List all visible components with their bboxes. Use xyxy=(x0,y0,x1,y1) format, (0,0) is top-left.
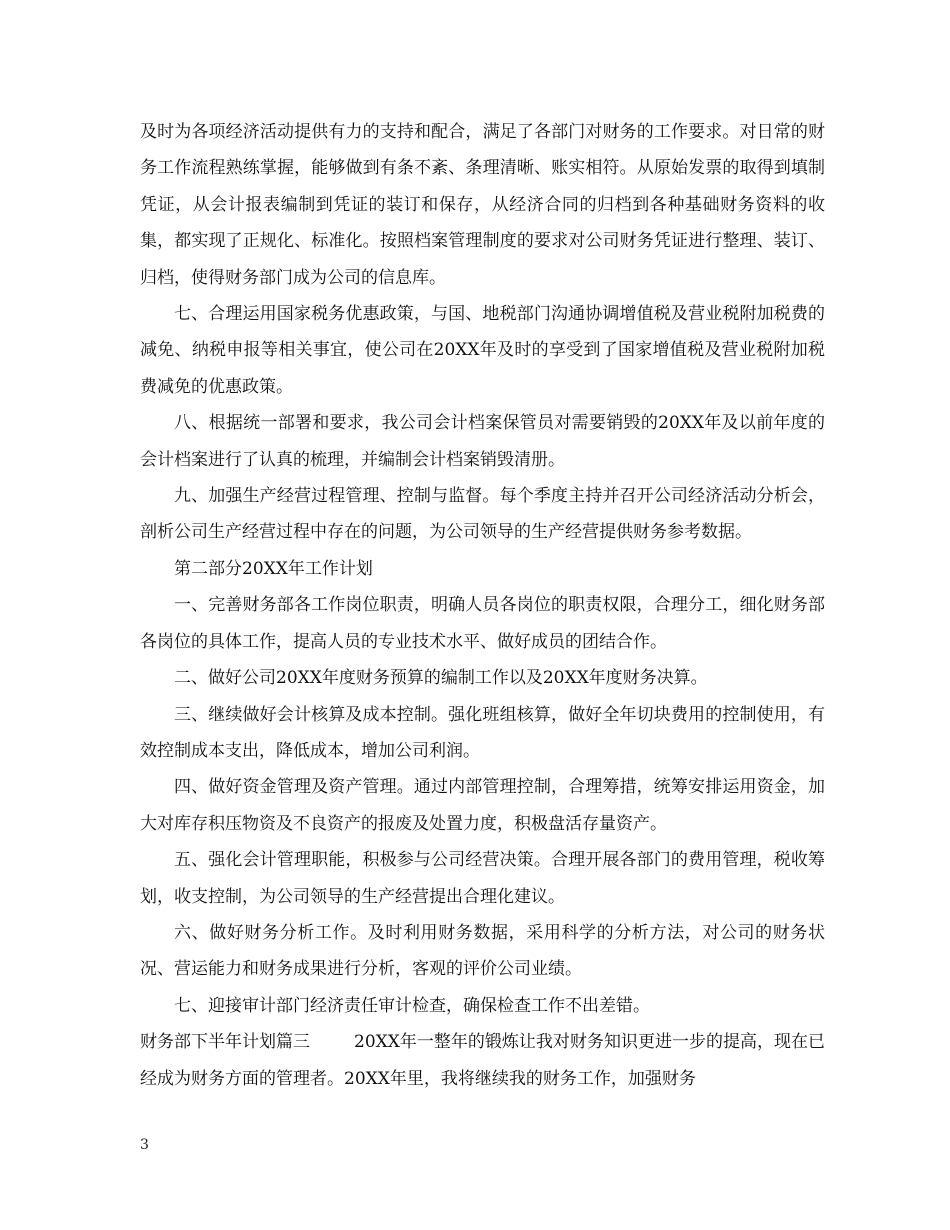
paragraph-continued: 及时为各项经济活动提供有力的支持和配合，满足了各部门对财务的工作要求。对日常的财务工作流程熟练掌握，能够做到有条不紊、条理清晰、账实相符。从原始发票的取得到填制凭证，从会计报表编制到凭证的装订和保存，从经济合同的归档到各种基础财务资料的收集，都实现了正规化、标准化。按照档案管理制度的要求对公司财务凭证进行整理、装订、归档，使得财务部门成为公司的信息库。 xyxy=(140,122,825,288)
plan-item-1: 一、完善财务部各工作岗位职责，明确人员各岗位的职责权限，合理分工，细化财务部各岗位的具体工作，提高人员的专业技术水平、做好成员的团结合作。 xyxy=(140,595,825,652)
section-heading-part-two: 第二部分20XX年工作计划 xyxy=(174,558,373,579)
section-three-paragraph xyxy=(140,1024,825,1097)
plan-item-3: 三、继续做好会计核算及成本控制。强化班组核算，做好全年切块费用的控制使用，有效控制成本支出，降低成本，增加公司利润。 xyxy=(140,704,825,761)
paragraph-item-9-supervision: 九、加强生产经营过程管理、控制与监督。每个季度主持并召开公司经济活动分析会，剖析公司生产经营过程中存在的问题，为公司领导的生产经营提供财务参考数据。 xyxy=(140,486,825,543)
plan-item-2: 二、做好公司20XX年度财务预算的编制工作以及20XX年度财务决算。 xyxy=(174,668,708,689)
paragraph-item-7-tax-policy: 七、合理运用国家税务优惠政策，与国、地税部门沟通协调增值税及营业税附加税费的减免、纳税申报等相关事宜，使公司在20XX年及时的享受到了国家增值税及营业税附加税费减免的优惠政策。 xyxy=(140,304,825,397)
plan-item-5: 五、强化会计管理职能，积极参与公司经营决策。合理开展各部门的费用管理，税收筹划，收支控制，为公司领导的生产经营提出合理化建议。 xyxy=(140,850,825,907)
plan-item-7: 七、迎接审计部门经济责任审计检查，确保检查工作不出差错。 xyxy=(174,995,650,1016)
section-three-text: 20XX年一整年的锻炼让我对财务知识更进一步的提高，现在已经成为财务方面的管理者。20XX年里，我将继续我的财务工作，加强财务 xyxy=(140,1032,825,1089)
plan-item-6: 六、做好财务分析工作。及时利用财务数据，采用科学的分析方法，对公司的财务状况、营运能力和财务成果进行分析，客观的评价公司业绩。 xyxy=(140,922,825,980)
section-three-title: 财务部下半年计划篇三 xyxy=(140,1032,311,1053)
plan-item-4: 四、做好资金管理及资产管理。通过内部管理控制，合理筹措，统筹安排运用资金，加大对库存积压物资及不良资产的报废及处置力度，积极盘活存量资产。 xyxy=(140,777,825,834)
paragraph-item-8-archive: 八、根据统一部署和要求，我公司会计档案保管员对需要销毁的20XX年及以前年度的会计档案进行了认真的梳理，并编制会计档案销毁清册。 xyxy=(140,413,825,470)
document-body xyxy=(140,114,825,1097)
page-number: 3 xyxy=(140,1137,149,1153)
